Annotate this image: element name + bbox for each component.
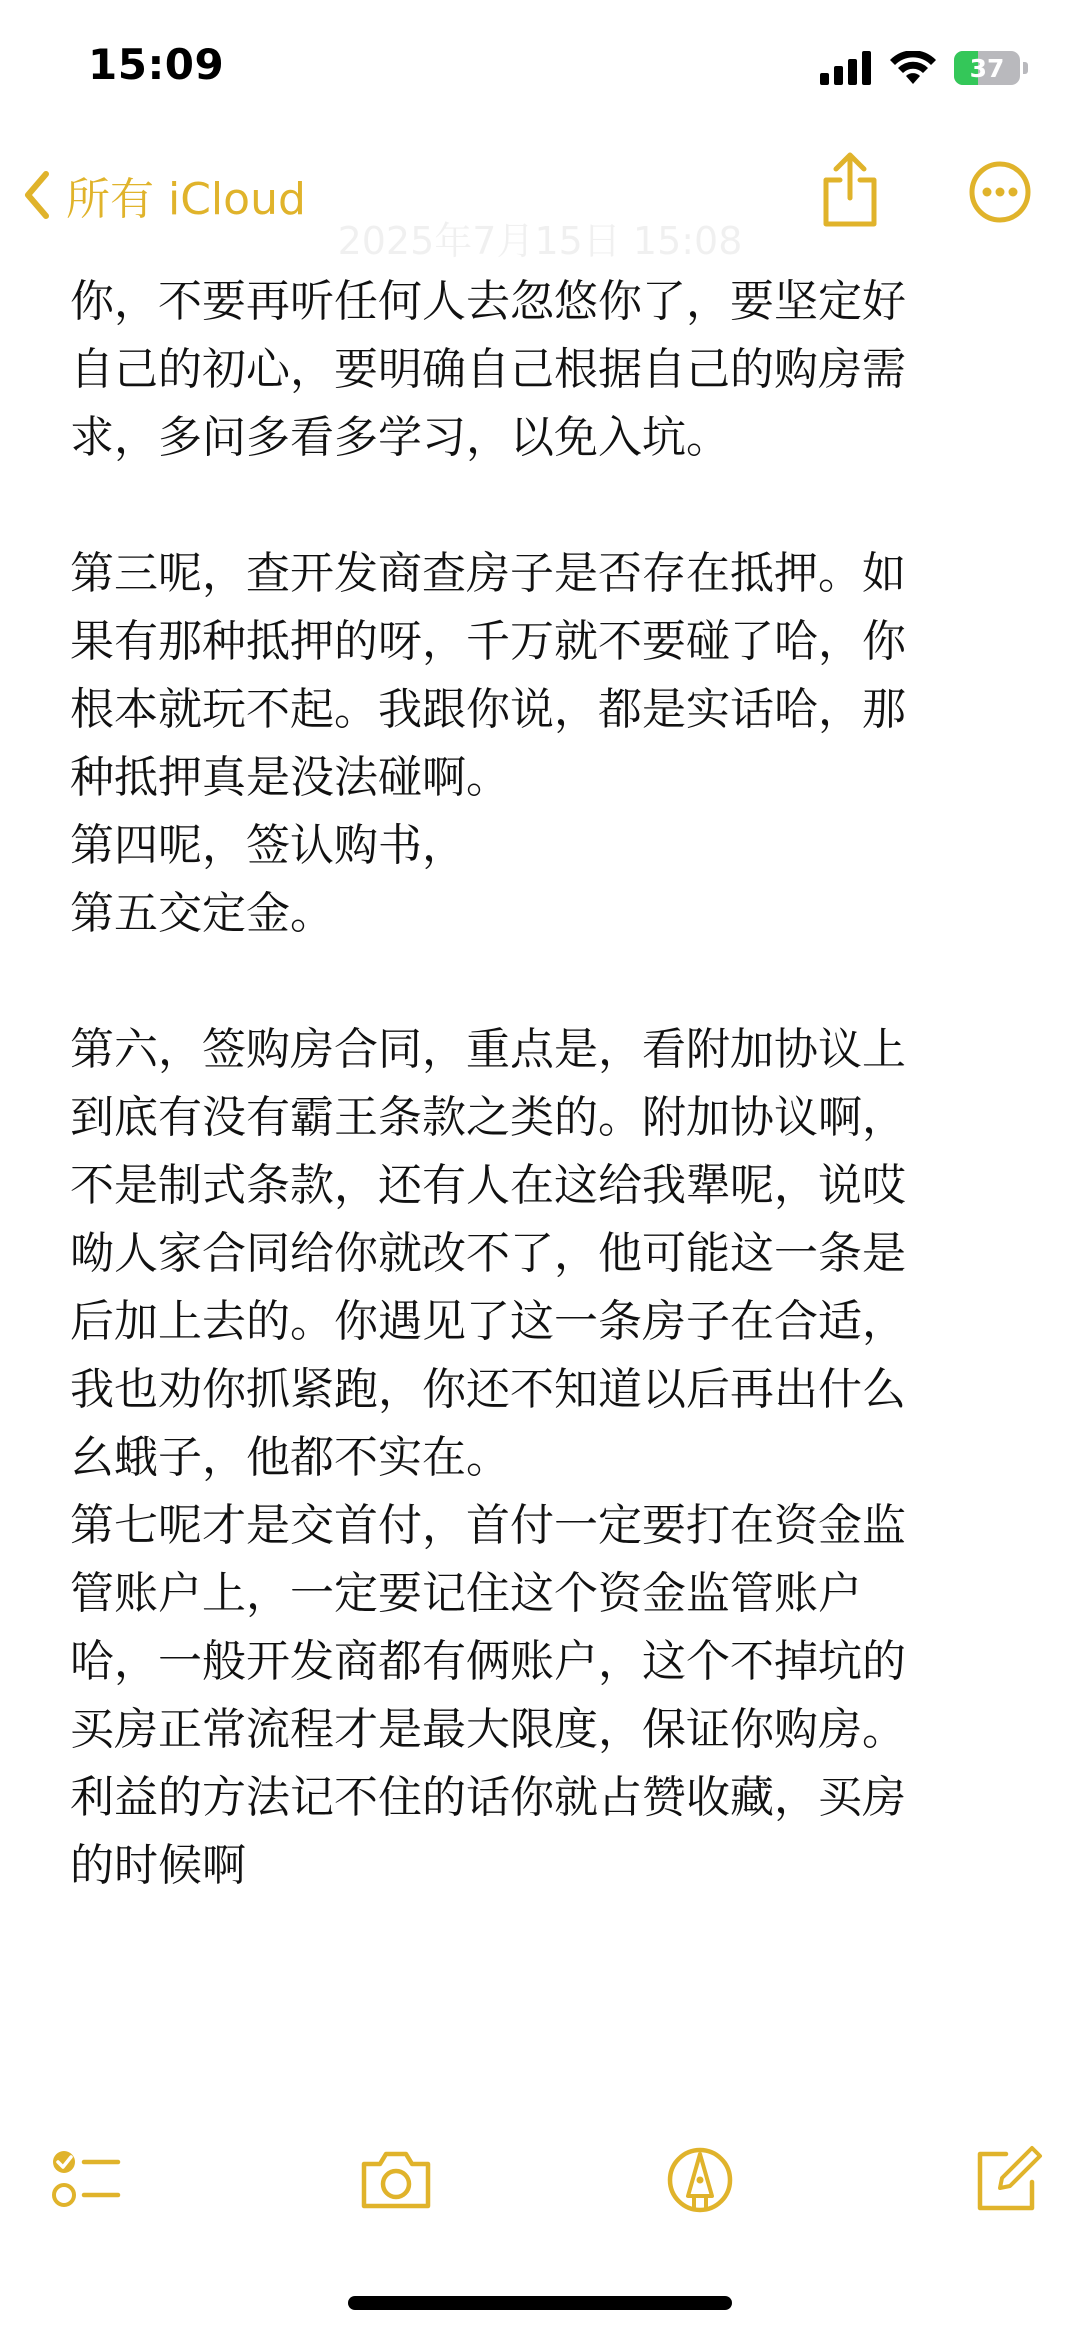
note-line: 第五交定金。	[70, 888, 334, 939]
camera-button[interactable]	[356, 2140, 436, 2220]
status-icons	[820, 46, 1028, 90]
battery-cap	[1023, 62, 1028, 74]
home-indicator[interactable]	[348, 2296, 732, 2310]
note-line: 哈，一般开发商都有俩账户，这个不掉坑的	[70, 1636, 906, 1687]
note-line: 到底有没有霸王条款之类的。附加协议啊，	[70, 1092, 906, 1143]
back-button[interactable]	[22, 160, 306, 230]
note-line: 第七呢才是交首付，首付一定要打在资金监	[70, 1500, 906, 1551]
checklist-button[interactable]	[48, 2140, 128, 2220]
battery-icon	[954, 51, 1020, 85]
share-icon	[818, 150, 882, 230]
note-body[interactable]	[70, 268, 1010, 1900]
note-line: 第四呢，签认购书，	[70, 820, 466, 871]
cellular-signal-icon	[820, 51, 872, 85]
note-line: 你，不要再听任何人去忽悠你了，要坚定好	[70, 276, 906, 327]
note-line: 我也劝你抓紧跑，你还不知道以后再出什么	[70, 1364, 906, 1415]
note-blank-line	[70, 472, 1010, 540]
note-line: 种抵押真是没法碰啊。	[70, 752, 510, 803]
back-button-label: 所有 iCloud	[66, 174, 306, 225]
ellipsis-circle-icon	[968, 160, 1032, 224]
checklist-icon	[48, 2140, 128, 2220]
note-line: 果有那种抵押的呀，千万就不要碰了哈，你	[70, 616, 906, 667]
note-line: 不是制式条款，还有人在这给我犟呢，说哎	[70, 1160, 906, 1211]
status-time: 15:09	[88, 40, 225, 89]
note-date-faded: 2025年7月15日 15:08	[337, 219, 743, 263]
bottom-toolbar	[0, 2140, 1080, 2230]
more-options-button[interactable]	[968, 160, 1032, 224]
note-line: 根本就玩不起。我跟你说，都是实话哈，那	[70, 684, 906, 735]
nav-bar	[0, 150, 1080, 263]
markup-pen-icon	[660, 2140, 740, 2220]
compose-button[interactable]	[966, 2140, 1046, 2220]
compose-icon	[966, 2140, 1046, 2220]
status-bar	[0, 0, 1080, 140]
note-line: 幺蛾子，他都不实在。	[70, 1432, 510, 1483]
note-blank-line	[70, 948, 1010, 1016]
wifi-icon	[890, 51, 936, 85]
note-line: 求，多问多看多学习，以免入坑。	[70, 412, 730, 463]
note-line: 自己的初心，要明确自己根据自己的购房需	[70, 344, 906, 395]
note-line: 第六，签购房合同，重点是，看附加协议上	[70, 1024, 906, 1075]
note-line: 的时候啊	[70, 1840, 246, 1891]
note-line: 买房正常流程才是最大限度，保证你购房。	[70, 1704, 906, 1755]
note-line: 呦人家合同给你就改不了，他可能这一条是	[70, 1228, 906, 1279]
chevron-left-icon	[22, 170, 52, 220]
camera-icon	[356, 2140, 436, 2220]
note-line: 第三呢，查开发商查房子是否存在抵押。如	[70, 548, 906, 599]
note-line: 后加上去的。你遇见了这一条房子在合适，	[70, 1296, 906, 1347]
note-line: 利益的方法记不住的话你就占赞收藏，买房	[70, 1772, 906, 1823]
note-line: 管账户上，一定要记住这个资金监管账户	[70, 1568, 862, 1619]
markup-button[interactable]	[660, 2140, 740, 2220]
share-button[interactable]	[818, 150, 882, 230]
battery-level: 37	[969, 53, 1005, 83]
